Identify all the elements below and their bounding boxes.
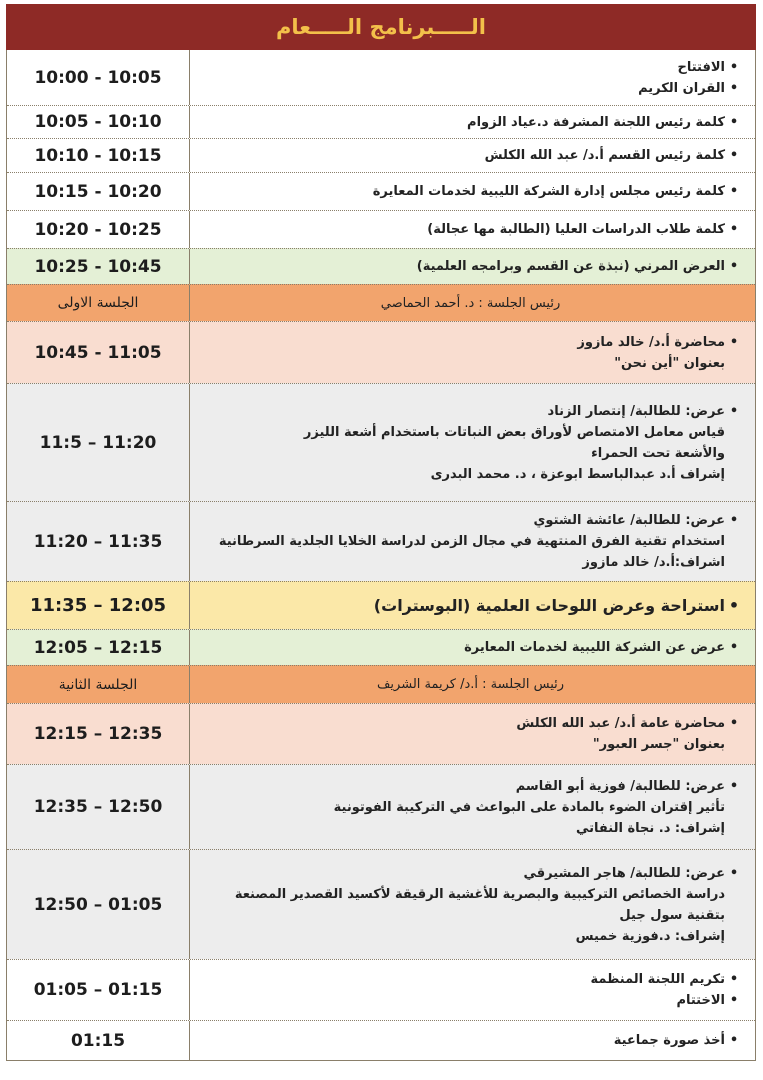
bullet-icon: • — [729, 222, 739, 237]
row-content — [190, 106, 755, 138]
time-slot: 10:05 - 10:10 — [7, 106, 190, 138]
bullet-icon: • — [729, 184, 739, 199]
row-line — [198, 552, 743, 573]
time-slot: 11:35 – 12:05 — [7, 582, 190, 629]
row-line — [198, 510, 743, 531]
session-chair: رئيس الجلسة : د. أحمد الحماصي — [380, 295, 561, 311]
schedule-row — [7, 383, 755, 501]
time-slot: 12:15 – 12:35 — [7, 704, 190, 764]
time-slot: 10:45 - 11:05 — [7, 322, 190, 383]
schedule-row — [7, 172, 755, 210]
row-line — [198, 422, 743, 443]
row-line — [198, 57, 743, 78]
schedule-row — [7, 138, 755, 172]
line-text: اشراف:أ.د/ خالد مازوز — [582, 555, 725, 570]
schedule-row — [7, 210, 755, 248]
row-line — [198, 464, 743, 485]
row-line — [198, 256, 743, 277]
row-content — [190, 211, 755, 248]
line-text: محاضرة عامة أ.د/ عبد الله الكلش — [516, 716, 725, 731]
row-line — [198, 145, 743, 166]
row-line — [198, 713, 743, 734]
line-text: بتقنية سول جيل — [619, 907, 725, 923]
time-slot: 12:35 – 12:50 — [7, 765, 190, 849]
line-text: عرض: للطالبة/ هاجر المشيرقي — [523, 865, 725, 881]
bullet-icon: • — [729, 778, 739, 794]
bullet-icon: • — [729, 716, 739, 731]
line-text: الاختتام — [676, 993, 725, 1008]
row-content — [190, 850, 755, 959]
row-line — [198, 332, 743, 353]
line-text: العرض المرني (نبذة عن القسم وبرامجه العلمية) — [416, 259, 725, 274]
line-text: القران الكريم — [638, 80, 725, 96]
schedule-row — [7, 50, 755, 105]
row-line — [198, 734, 743, 755]
line-text: إشراف: د.فوزية خميس — [575, 928, 725, 944]
line-text: تأثير إقتران الضوء بالمادة على البواعث في التركيبة الفوتونية — [333, 799, 725, 815]
row-line — [198, 219, 743, 240]
row-line — [198, 1030, 743, 1051]
line-text: قياس معامل الامتصاص لأوراق بعض النباتات باستخدام أشعة الليزر — [303, 424, 725, 440]
time-slot: 10:20 - 10:25 — [7, 211, 190, 248]
bullet-icon: • — [728, 596, 740, 615]
line-text: دراسة الخصائص التركيبية والبصرية للأغشية الرقيقة لأكسيد القصدير المصنعة — [234, 886, 725, 902]
line-text: عرض: للطالبة/ عائشة الشتوي — [533, 513, 725, 528]
time-slot: 10:00 - 10:05 — [7, 50, 190, 105]
line-text: استراحة وعرض اللوحات العلمية (البوسترات) — [373, 596, 725, 615]
time-slot: 10:10 - 10:15 — [7, 139, 190, 172]
session-label: الجلسة الاولى — [7, 285, 190, 321]
line-text: محاضرة أ.د/ خالد مازوز — [577, 334, 725, 350]
schedule-table — [6, 50, 756, 1061]
row-content — [190, 50, 755, 105]
line-text: الافتتاح — [677, 59, 725, 75]
row-content — [190, 249, 755, 284]
row-content — [190, 322, 755, 383]
time-slot: 01:05 – 01:15 — [7, 960, 190, 1020]
session-header-row — [7, 284, 755, 321]
row-content — [190, 139, 755, 172]
row-line — [198, 443, 743, 464]
row-line — [198, 863, 743, 884]
row-line — [198, 401, 743, 422]
line-text: بعنوان "جسر العبور" — [592, 737, 725, 752]
line-text: عرض: للطالبة/ إنتصار الزناد — [547, 403, 725, 419]
time-slot: 12:05 – 12:15 — [7, 630, 190, 665]
row-line — [198, 353, 743, 374]
row-line — [198, 905, 743, 926]
line-text: والأشعة تحت الحمراء — [591, 445, 725, 461]
row-content — [190, 582, 755, 629]
bullet-icon: • — [729, 972, 739, 987]
row-line — [198, 926, 743, 947]
time-slot: 12:50 – 01:05 — [7, 850, 190, 959]
line-text: تكريم اللجنة المنظمة — [590, 972, 725, 987]
schedule-row — [7, 105, 755, 138]
row-content — [190, 630, 755, 665]
time-slot: 10:15 - 10:20 — [7, 173, 190, 210]
schedule-row — [7, 849, 755, 959]
time-slot: 11:20 – 11:35 — [7, 502, 190, 581]
line-text: إشراف أ.د عبدالباسط ابوعزة ، د. محمد البدرى — [430, 466, 725, 482]
bullet-icon: • — [729, 80, 739, 96]
bullet-icon: • — [729, 640, 739, 655]
bullet-icon: • — [729, 148, 739, 163]
row-content — [190, 704, 755, 764]
bullet-icon: • — [729, 403, 739, 419]
line-text: إشراف: د. نجاة النفاتي — [576, 820, 725, 836]
row-line — [198, 181, 743, 202]
line-text: بعنوان "أين نحن" — [614, 355, 725, 371]
line-text: أخذ صورة جماعية — [613, 1033, 725, 1048]
schedule-row — [7, 629, 755, 665]
schedule-row — [7, 501, 755, 581]
bullet-icon: • — [729, 114, 739, 130]
page-title: الـــــبرنامج الـــــعام — [6, 4, 756, 50]
bullet-icon: • — [729, 259, 739, 274]
line-text: كلمة رئيس مجلس إدارة الشركة الليبية لخدمات المعايرة — [372, 184, 725, 199]
schedule-row — [7, 764, 755, 849]
row-line — [198, 884, 743, 905]
bullet-icon: • — [729, 1033, 739, 1048]
row-line — [198, 78, 743, 99]
time-slot: 01:15 — [7, 1021, 190, 1060]
line-text: استخدام تقنية الفرق المنتهية في مجال الزمن لدراسة الخلايا الجلدية السرطانية — [218, 534, 725, 549]
row-content — [190, 502, 755, 581]
row-line — [198, 990, 743, 1011]
row-line — [198, 531, 743, 552]
row-line — [198, 112, 743, 133]
row-line — [198, 637, 743, 658]
time-slot: 10:25 - 10:45 — [7, 249, 190, 284]
schedule-row — [7, 959, 755, 1020]
row-line — [198, 776, 743, 797]
session-chair: رئيس الجلسة : أ.د/ كريمة الشريف — [376, 677, 565, 692]
line-text: كلمة رئيس القسم أ.د/ عبد الله الكلش — [484, 148, 725, 163]
line-text: كلمة طلاب الدراسات العليا (الطالبة مها عجالة) — [427, 222, 725, 237]
row-content — [190, 1021, 755, 1060]
schedule-row — [7, 321, 755, 383]
row-line — [198, 595, 743, 616]
session-header-row — [7, 665, 755, 703]
row-line — [198, 797, 743, 818]
row-content — [190, 960, 755, 1020]
bullet-icon: • — [729, 334, 739, 350]
row-content — [190, 173, 755, 210]
row-content — [190, 384, 755, 501]
bullet-icon: • — [729, 993, 739, 1008]
bullet-icon: • — [729, 59, 739, 75]
line-text: كلمة رئيس اللجنة المشرفة د.عياد الزوام — [467, 114, 725, 130]
row-content — [190, 765, 755, 849]
row-line — [198, 818, 743, 839]
row-line — [198, 969, 743, 990]
schedule-row — [7, 1020, 755, 1060]
schedule-row — [7, 703, 755, 764]
line-text: عرض عن الشركة الليبية لخدمات المعايرة — [464, 640, 725, 655]
bullet-icon: • — [729, 513, 739, 528]
time-slot: 11:5 – 11:20 — [7, 384, 190, 501]
schedule-row — [7, 581, 755, 629]
line-text: عرض: للطالبة/ فوزية أبو القاسم — [515, 778, 725, 794]
session-label: الجلسة الثانية — [7, 666, 190, 703]
bullet-icon: • — [729, 865, 739, 881]
schedule-row — [7, 248, 755, 284]
program-sheet — [6, 4, 756, 1061]
